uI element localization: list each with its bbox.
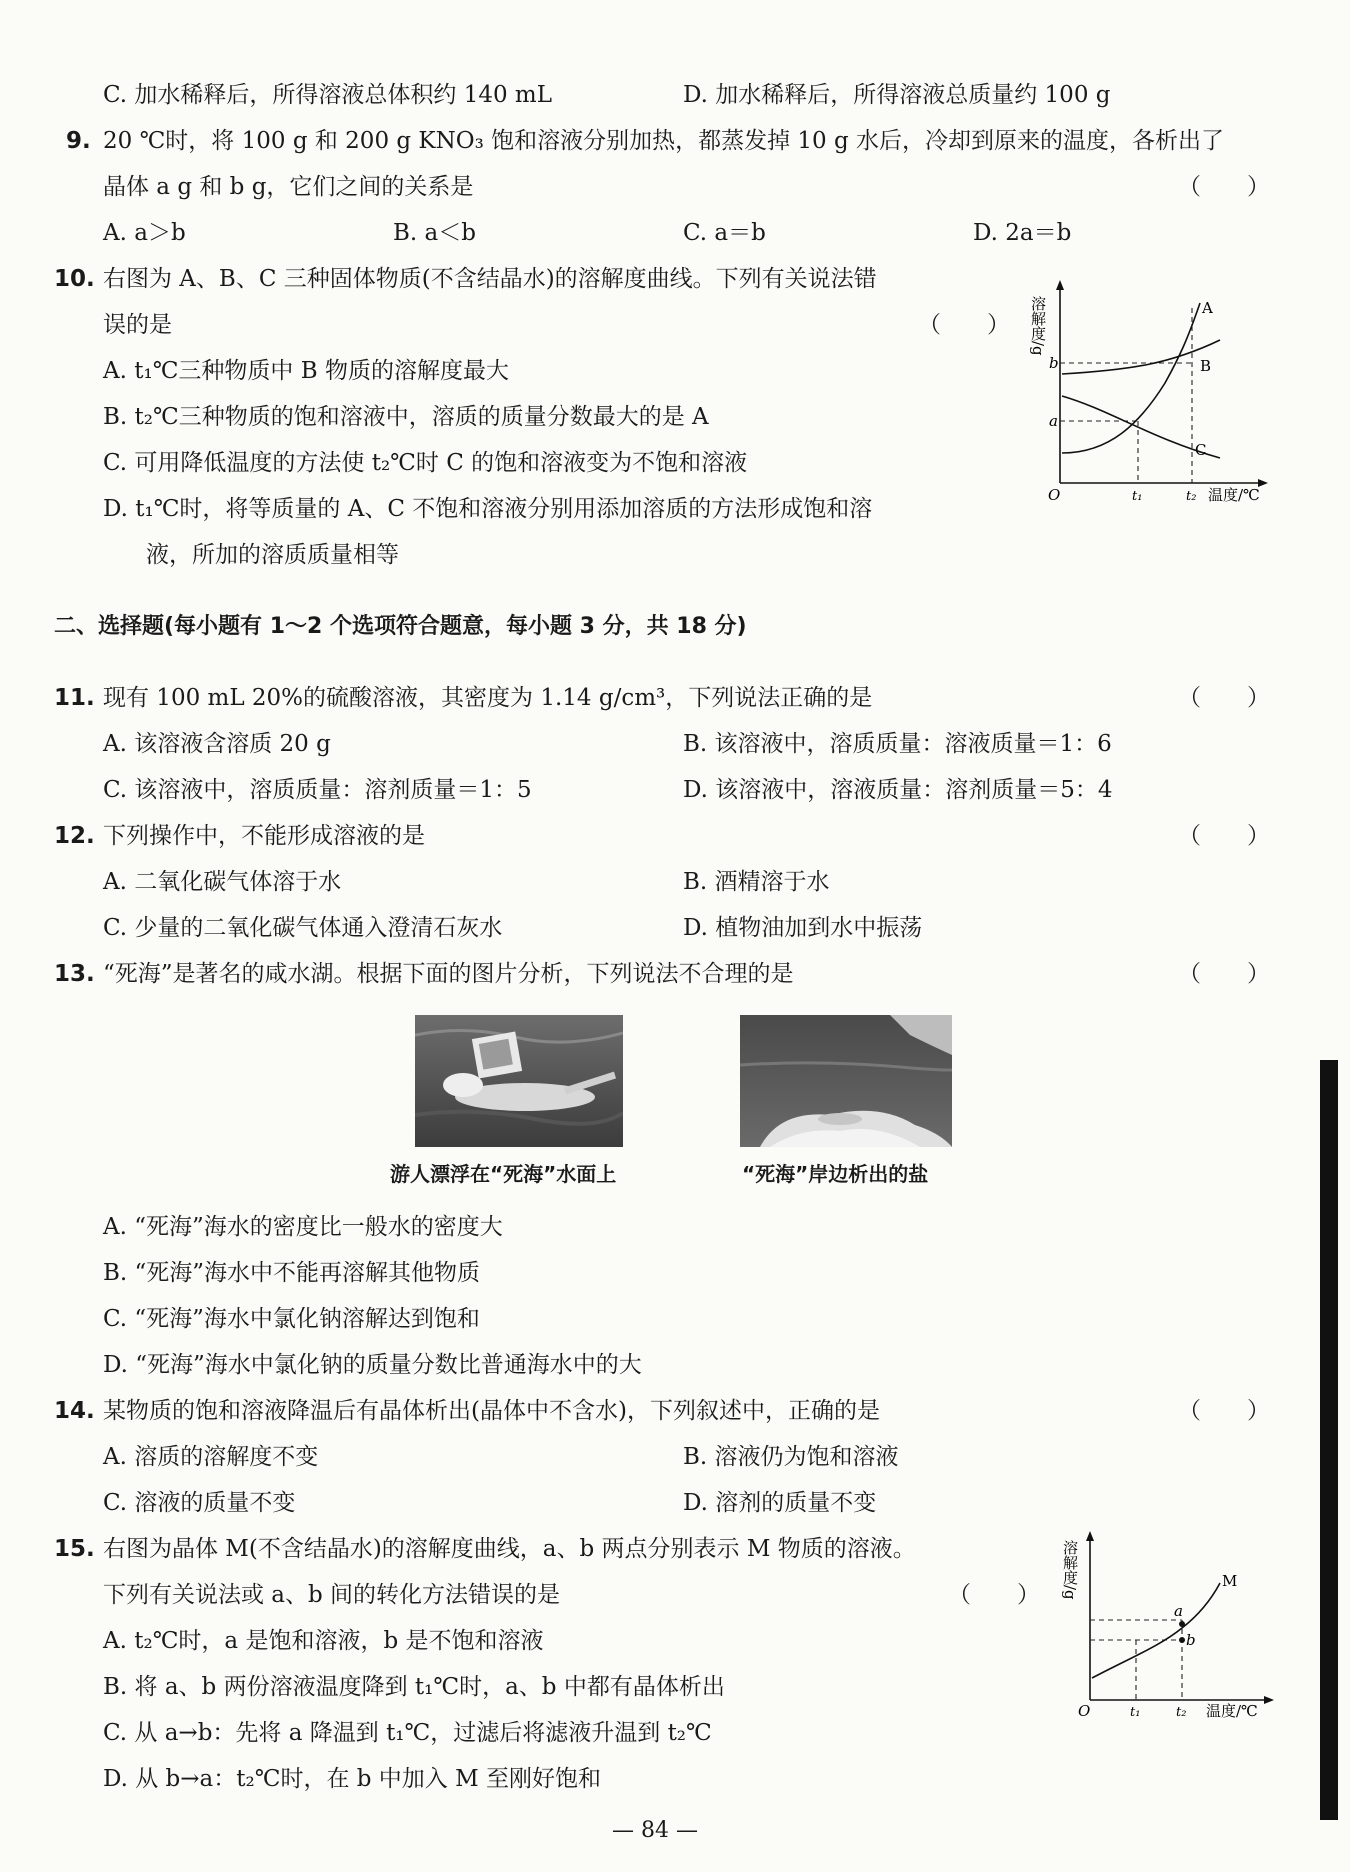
series-label-b: B xyxy=(1200,357,1212,375)
x-axis-label: 温度/℃ xyxy=(1206,1702,1258,1720)
y-axis-arrow xyxy=(1086,1531,1094,1541)
page-number: — 84 — xyxy=(612,1818,698,1843)
q15-option-c: C. 从 a→b：先将 a 降温到 t₁℃，过滤后将滤液升温到 t₂℃ xyxy=(103,1720,712,1746)
q11-option-a: A. 该溶液含溶质 20 g xyxy=(103,731,331,757)
series-label-c: C xyxy=(1195,441,1207,459)
y-axis-label: 溶解度/g xyxy=(1061,1540,1079,1600)
photo-floating-swimmer xyxy=(415,1015,623,1147)
q12-number: 12. xyxy=(54,823,95,849)
q10-answer-paren: （ ） xyxy=(918,312,1010,338)
q10-stem-line2: 误的是 xyxy=(103,312,172,338)
y-axis-label: 溶解度/g xyxy=(1029,296,1047,356)
x-axis-arrow xyxy=(1264,1696,1274,1704)
q10-option-d-line1: D. t₁℃时，将等质量的 A、C 不饱和溶液分别用添加溶质的方法形成饱和溶 xyxy=(103,496,873,522)
point-b xyxy=(1179,1637,1185,1643)
q8-option-d: D. 加水稀释后，所得溶液总质量约 100 g xyxy=(683,82,1111,108)
q11-stem: 现有 100 mL 20%的硫酸溶液，其密度为 1.14 g/cm³，下列说法正确的是 xyxy=(103,685,873,711)
q9-option-a: A. a＞b xyxy=(103,220,186,246)
q10-option-a: A. t₁℃三种物质中 B 物质的溶解度最大 xyxy=(103,358,509,384)
xtick-t2: t₂ xyxy=(1176,1705,1187,1720)
curve-a xyxy=(1062,303,1200,453)
q10-option-b: B. t₂℃三种物质的饱和溶液中，溶质的质量分数最大的是 A xyxy=(103,404,709,430)
q13-option-d: D. “死海”海水中氯化钠的质量分数比普通海水中的大 xyxy=(103,1352,642,1378)
point-a xyxy=(1179,1621,1185,1627)
q12-stem: 下列操作中，不能形成溶液的是 xyxy=(103,823,425,849)
xtick-t1: t₁ xyxy=(1130,1705,1141,1720)
q15-solubility-chart xyxy=(1050,1528,1275,1728)
point-label-b: b xyxy=(1186,1631,1196,1649)
photo-salt-shore xyxy=(740,1015,952,1147)
q13-option-b: B. “死海”海水中不能再溶解其他物质 xyxy=(103,1260,481,1286)
q12-option-a: A. 二氧化碳气体溶于水 xyxy=(103,869,342,895)
q11-option-d: D. 该溶液中，溶液质量：溶剂质量＝5：4 xyxy=(683,777,1113,803)
q13-stem: “死海”是著名的咸水湖。根据下面的图片分析，下列说法不合理的是 xyxy=(103,961,794,987)
q15-number: 15. xyxy=(54,1536,95,1562)
point-label-a: a xyxy=(1174,1602,1183,1620)
origin-label: O xyxy=(1078,1702,1091,1720)
x-axis-label: 温度/℃ xyxy=(1208,486,1260,504)
photo-caption-swimmer: 游人漂浮在“死海”水面上 xyxy=(390,1162,617,1186)
series-label-m: M xyxy=(1222,1572,1238,1590)
q15-option-b: B. 将 a、b 两份溶液温度降到 t₁℃时，a、b 中都有晶体析出 xyxy=(103,1674,725,1700)
q11-option-b: B. 该溶液中，溶质质量：溶液质量＝1：6 xyxy=(683,731,1112,757)
q9-option-d: D. 2a＝b xyxy=(973,220,1072,246)
q14-option-d: D. 溶剂的质量不变 xyxy=(683,1490,877,1516)
q12-option-b: B. 酒精溶于水 xyxy=(683,869,830,895)
curve-b xyxy=(1062,340,1220,374)
q10-option-d-line2: 液，所加的溶质质量相等 xyxy=(146,542,399,568)
q14-option-b: B. 溶液仍为饱和溶液 xyxy=(683,1444,899,1470)
q15-stem-line1: 右图为晶体 M(不含结晶水)的溶解度曲线，a、b 两点分别表示 M 物质的溶液。 xyxy=(103,1536,916,1562)
scan-edge-shadow xyxy=(1320,1060,1338,1820)
q10-solubility-chart xyxy=(1020,278,1270,508)
q9-number: 9. xyxy=(66,128,91,154)
photo-caption-salt: “死海”岸边析出的盐 xyxy=(742,1162,929,1186)
q13-answer-paren: （ ） xyxy=(1178,961,1270,987)
q15-answer-paren: （ ） xyxy=(948,1582,1040,1608)
xtick-t2: t₂ xyxy=(1186,489,1197,504)
q13-option-a: A. “死海”海水的密度比一般水的密度大 xyxy=(103,1214,503,1240)
q11-number: 11. xyxy=(54,685,95,711)
q11-answer-paren: （ ） xyxy=(1178,685,1270,711)
q14-answer-paren: （ ） xyxy=(1178,1398,1270,1424)
curve-m xyxy=(1092,1583,1220,1678)
xtick-t1: t₁ xyxy=(1132,489,1143,504)
section-2-heading: 二、选择题(每小题有 1～2 个选项符合题意，每小题 3 分，共 18 分) xyxy=(54,614,747,639)
q12-answer-paren: （ ） xyxy=(1178,823,1270,849)
q15-option-a: A. t₂℃时，a 是饱和溶液，b 是不饱和溶液 xyxy=(103,1628,544,1654)
q9-option-b: B. a＜b xyxy=(393,220,476,246)
q10-stem-line1: 右图为 A、B、C 三种固体物质(不含结晶水)的溶解度曲线。下列有关说法错 xyxy=(103,266,877,292)
origin-label: O xyxy=(1048,486,1061,504)
y-axis-arrow xyxy=(1056,280,1064,290)
q12-option-d: D. 植物油加到水中振荡 xyxy=(683,915,923,941)
q15-stem-line2: 下列有关说法或 a、b 间的转化方法错误的是 xyxy=(103,1582,561,1608)
q12-option-c: C. 少量的二氧化碳气体通入澄清石灰水 xyxy=(103,915,503,941)
q8-option-c: C. 加水稀释后，所得溶液总体积约 140 mL xyxy=(103,82,553,108)
q13-option-c: C. “死海”海水中氯化钠溶解达到饱和 xyxy=(103,1306,480,1332)
q10-number: 10. xyxy=(54,266,95,292)
q14-number: 14. xyxy=(54,1398,95,1424)
q9-answer-paren: （ ） xyxy=(1178,174,1270,200)
q9-stem-line2: 晶体 a g 和 b g，它们之间的关系是 xyxy=(103,174,474,200)
q13-number: 13. xyxy=(54,961,95,987)
q14-option-c: C. 溶液的质量不变 xyxy=(103,1490,296,1516)
q15-option-d: D. 从 b→a：t₂℃时，在 b 中加入 M 至刚好饱和 xyxy=(103,1766,601,1792)
q9-stem-line1: 20 ℃时，将 100 g 和 200 g KNO₃ 饱和溶液分别加热，都蒸发掉 10 g 水后，冷却到原来的温度，各析出了 xyxy=(103,128,1225,154)
series-label-a: A xyxy=(1202,299,1213,317)
q10-option-c: C. 可用降低温度的方法使 t₂℃时 C 的饱和溶液变为不饱和溶液 xyxy=(103,450,748,476)
q14-stem: 某物质的饱和溶液降温后有晶体析出(晶体中不含水)，下列叙述中，正确的是 xyxy=(103,1398,880,1424)
ytick-b: b xyxy=(1049,354,1059,372)
q9-option-c: C. a＝b xyxy=(683,220,766,246)
q11-option-c: C. 该溶液中，溶质质量：溶剂质量＝1：5 xyxy=(103,777,532,803)
q14-option-a: A. 溶质的溶解度不变 xyxy=(103,1444,319,1470)
ytick-a: a xyxy=(1049,412,1058,430)
